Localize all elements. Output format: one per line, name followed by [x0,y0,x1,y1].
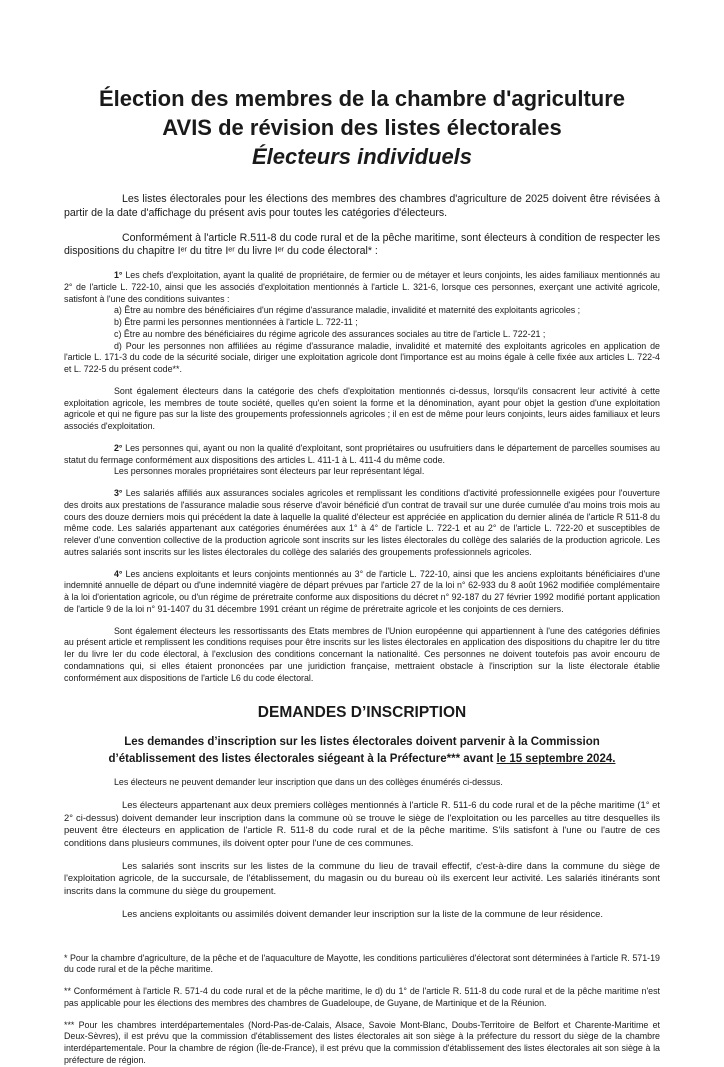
eligibility-paragraph-societes: Sont également électeurs dans la catégorie des chefs d'exploitation mentionnés ci-dessus, lorsqu'ils consacrent leur activité à cette exploitation agricole, les membres de toute société, quelles qu'en soient la forme et la dénomination, ayant pour objet la gestion d'une exploitation agricole et qui ne figure pas sur la liste des groupements professionnels agricoles ; il en est de même pour leurs conjoints, leurs aides familiaux et leurs associés d'exploitation. [64,385,660,432]
section-3-number: 3° [114,488,123,499]
inscription-deadline-notice [82,734,642,766]
section-1-item-d: d) Pour les personnes non affiliées au régime d'assurance maladie, invalidité et maternité des exploitants agricoles en application de l'article L. 171-3 du code de la sécurité sociale, diriger une exploitation agricole dont l'importance est au moins égale à celle fixée aux articles L. 722-4 et L. 722-5 du présent code**. [64,340,660,375]
section-2-number: 2° [114,442,123,453]
section-1-item-a: a) Être au nombre des bénéficiaires d'un régime d'assurance maladie, invalidité et maternité des exploitants agricoles ; [114,305,581,316]
section-1-text: Les chefs d'exploitation, ayant la qualité de propriétaire, de fermier ou de métayer et leurs conjoints, les aides familiaux mentionnés au 2° de l'article L. 722-10, ainsi que les associés d'exploitation mentionnés à l'article L. 321-6, lorsque ces personnes, exerçant une activité agricole, satisfont à l'une des conditions suivantes : [64,270,660,304]
intro-paragraph-conditions: Conformément à l'article R.511-8 du code rural et de la pêche maritime, sont électeurs à condition de respecter les dispositions du chapitre Iᵉʳ du titre Iᵉʳ du livre Iᵉʳ du code électoral* : [64,231,660,258]
section-1-number: 1° [114,270,123,281]
eligibility-section-1 [64,270,660,305]
inscription-heading: DEMANDES D’INSCRIPTION [257,704,467,722]
section-2-text: Les personnes qui, ayant ou non la qualité d'exploitant, sont propriétaires ou usufruitiers dans le département de parcelles soumises au statut du fermage conformément aux dispositions des articles L. 411-1 à L. 411-4 du même code. [64,442,660,465]
eligibility-section-3 [64,488,660,559]
inscription-paragraph-two-colleges: Les électeurs appartenant aux deux premiers collèges mentionnés à l'article R. 511-6 du code rural et de la pêche maritime (1° et 2° ci-dessus) doivent demander leur inscription dans la commune où se trouve le siège de l'exploitation ou les parcelles au titre desquelles ils peuvent être électeurs en application de l'article R. 511-8 du code rural et de la pêche maritime. S'ils satisfont à l'une ou l'autre de ces conditions dans plusieurs communes, ils doivent opter pour l'une de ces communes. [64,799,660,848]
page-subtitle: AVIS de révision des listes électorales [162,115,562,141]
section-2-note: Les personnes morales propriétaires sont électeurs par leur représentant légal. [114,466,425,477]
section-4-number: 4° [114,568,123,579]
deadline-date: le 15 septembre 2024. [496,752,616,765]
eligibility-paragraph-eu: Sont également électeurs les ressortissants des Etats membres de l'Union européenne qui appartiennent à l'une des catégories définies au présent article et remplissent les conditions requises pour être inscrits sur les listes électorales en application des dispositions du chapitre Ier du titre Ier du livre Ier du code électoral, à l'exclusion des conditions concernant la nationalité. Ces personnes ne doivent toutefois pas avoir encouru de condamnations qui, si elles étaient prononcées par une juridiction française, mettraient obstacle à l'inscription sur la liste électorale établie conformément aux dispositions de l'article L6 du code électoral. [64,625,660,683]
section-1-item-c: c) Être au nombre des bénéficiaires du régime agricole des assurances sociales au titre de l'article L. 722-21 ; [114,328,546,339]
inscription-paragraph-anciens: Les anciens exploitants ou assimilés doivent demander leur inscription sur la liste de la commune de leur résidence. [122,908,603,920]
section-4-text: Les anciens exploitants et leurs conjoints mentionnés au 3° de l'article L. 722-10, ainsi que les anciens exploitants bénéficiaires d'une indemnité annuelle de départ ou d'une indemnité viagère de départ prévues par l'article 27 de la loi n° 62-933 du 8 août 1962 modifiée complémentaire à la loi d'orientation agricole, ou d'un régime de préretraite conforme aux dispositions du décret n° 92-187 du 27 février 1992 modifié portant application de l'article 9 de la loi n° 91-1407 du 31 décembre 1991 créant un régime de préretraite agricole et les conjoints de ces derniers. [64,568,660,614]
deadline-notice-text: Les demandes d’inscription sur les listes électorales doivent parvenir à la Commission d’établissement des listes électorales siégeant à la Préfecture*** avant [108,736,600,765]
eligibility-section-2 [64,443,660,467]
footnote-3: *** Pour les chambres interdépartementales (Nord-Pas-de-Calais, Alsace, Savoie Mont-Blanc, Doubs-Territoire de Belfort et Charente-Maritime et Deux-Sèvres), il est prévu que la commission d'établissement des listes électorales ait son siège à la préfecture du ressort du siège de la chambre interdépartementale. Pour la chambre de région (Île-de-France), il est prévu que la commission d'établissement des listes électorales ait son siège à la préfecture de région. [64,1019,660,1065]
footnotes-block [64,953,660,1067]
inscription-paragraph-salaries: Les salariés sont inscrits sur les listes de la commune du lieu de travail effectif, c'est-à-dire dans la commune du siège de l'exploitation agricole, de la succursale, de l'établissement, du magasin ou du bureau où ils exercent leur activité. Les salariés itinérants sont inscrits dans la commune du siège du groupement. [64,859,660,896]
footnote-1: * Pour la chambre d'agriculture, de la pêche et de l'aquaculture de Mayotte, les conditions particulières d'électorat sont déterminées à l'article R. 571-19 du code rural et de la pêche maritime. [64,952,660,975]
page-subtitle-audience: Électeurs individuels [251,144,473,170]
intro-paragraph-revision: Les listes électorales pour les élections des membres des chambres d'agriculture de 2025 doivent être révisées à partir de la date d'affichage du présent avis pour toutes les catégories d'électeurs. [64,193,660,219]
page-title: Élection des membres de la chambre d'agriculture [98,86,626,111]
footnote-2: ** Conformément à l'article R. 571-4 du code rural et de la pêche maritime, le d) du 1° de l'article R. 511-8 du code rural et de la pêche maritime n'est pas applicable pour les élections des membres des chambres de Guadeloupe, de Guyane, de Martinique et de la Réunion. [64,986,660,1008]
section-1-item-b: b) Être parmi les personnes mentionnées à l'article L. 722-11 ; [114,317,358,328]
inscription-paragraph-colleges: Les électeurs ne peuvent demander leur inscription que dans un des collèges énumérés ci-dessus. [114,776,503,787]
eligibility-section-4 [64,569,660,616]
document-header [64,84,660,171]
section-3-text: Les salariés affiliés aux assurances sociales agricoles et remplissant les conditions d'activité professionnelle exigées pour l'ouverture des droits aux prestations de l'assurance maladie sous réserve d'avoir bénéficié d'un contrat de travail sur une durée cumulée d'au moins trois mois au cours des douze derniers mois qui précédent la date à laquelle la qualité d'électeur est appréciée en application du dernier alinéa de l'article R 511-8 du même code. Les salariés appartenant aux catégories énumérées aux 1° à 4° de l'article L. 722-1 et au 2° de l'article L. 722-20 et susceptibles de relever d'une convention collective de la production agricole sont inscrits sur les listes électorales du collège des salariés de la production agricole. Les autres salariés sont inscrits sur les listes électorales du collège des salariés des groupements professionnels agricoles. [64,488,660,557]
